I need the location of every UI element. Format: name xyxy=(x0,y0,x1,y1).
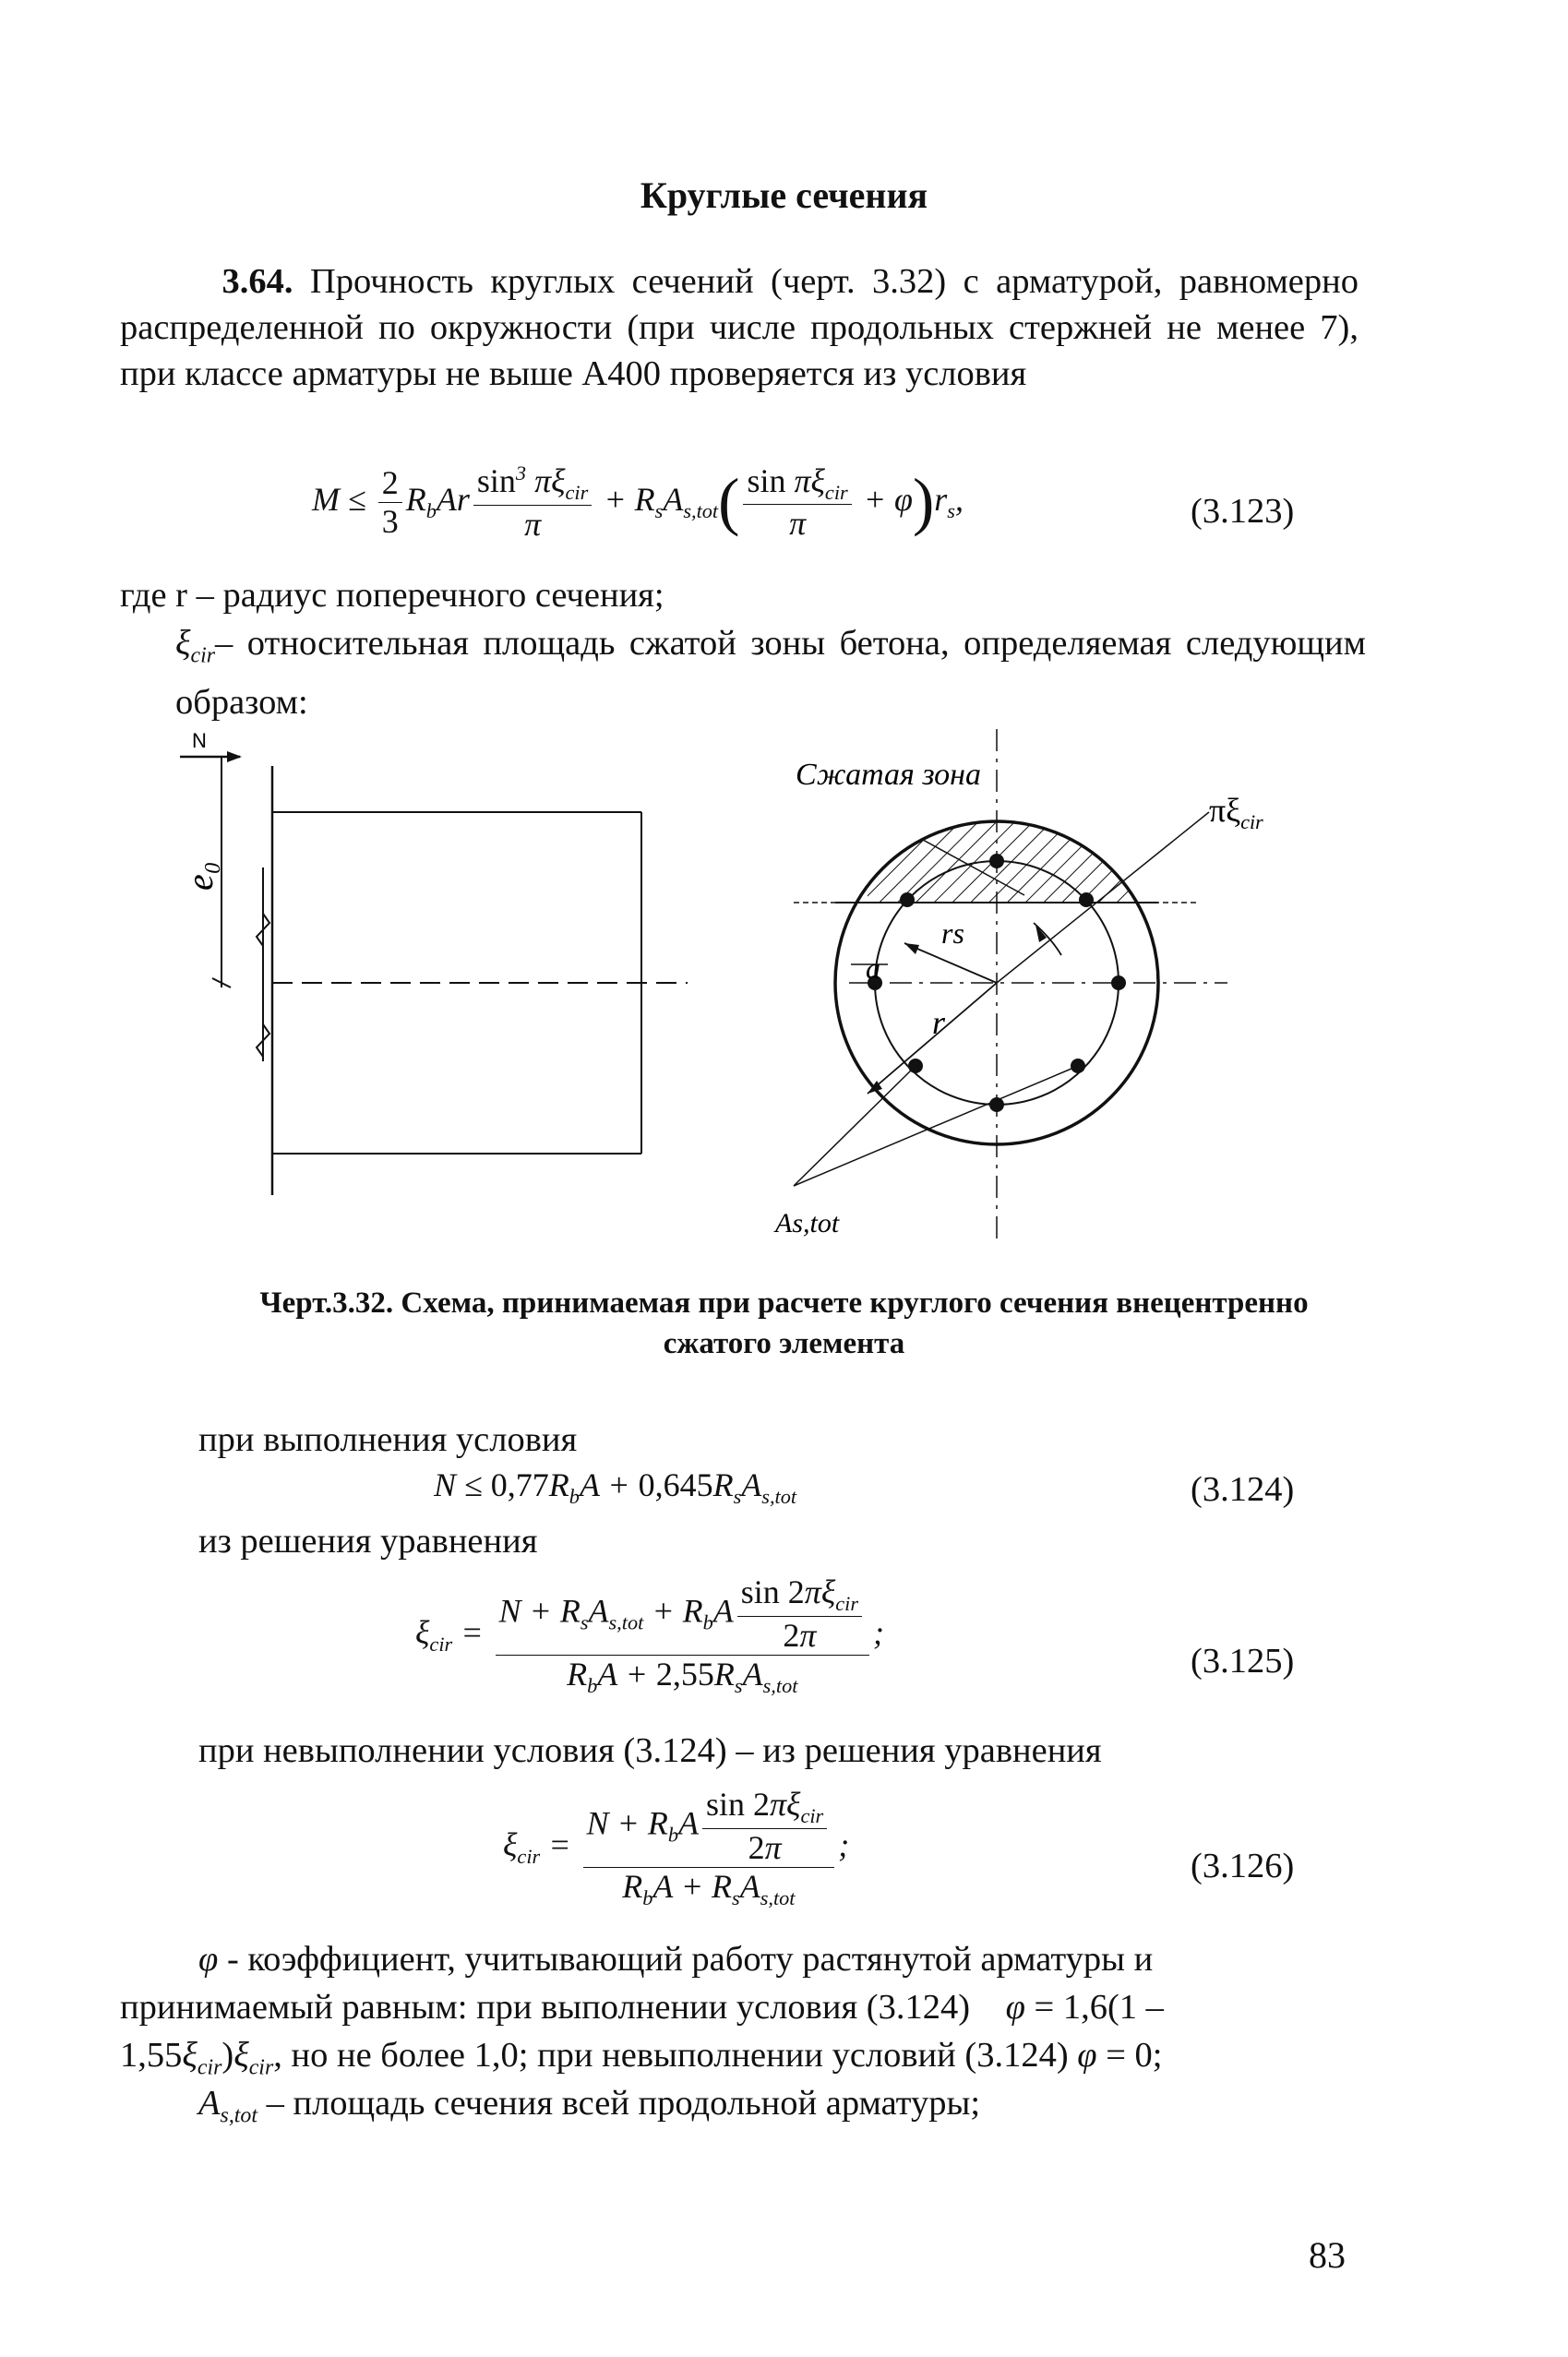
equation-3-123: M ≤ $\frac{2}{3}$ $R_bAr$ $\frac{\sin^3 \pi\xi_{cir}}{\pi}$ + $R_sA_{s,tot}$( $\frac{\sin \pi\xi_{cir}}{\pi}$ + $\varphi)r_s$, xyxy=(312,461,964,543)
definition-xi: $\xi_{cir}-$ относительная площадь сжатой зоны бетона, определяемая следующим образом: xyxy=(175,624,1366,722)
label-rs: rs xyxy=(941,916,964,950)
label-pi-xi: $\pi\xi_{cir}$ xyxy=(1209,792,1263,833)
paragraph-number: 3.64. xyxy=(221,262,293,301)
label-compressed-zone: Сжатая зона xyxy=(796,758,982,792)
label-a: a xyxy=(866,951,880,985)
label-As-tot: As,tot xyxy=(775,1208,840,1238)
phi-line3: $1,55\xi_{cir})\xi_{cir}$, но не более 1,0; при невыполнении условий (3.124) φ = 0; xyxy=(120,2036,1163,2080)
page-number: 83 xyxy=(1309,2234,1346,2276)
paragraph-text: Прочность круглых сечений (черт. 3.32) с арматурой, равномерно распределенной по окружности (при числе продольных стержней не менее 7), при классе арматуры не выше А400 проверяется из условия xyxy=(120,262,1359,393)
figure-caption-line2: сжатого элемента xyxy=(663,1327,905,1360)
condition-intro: при выполнения условия xyxy=(198,1420,578,1459)
equation-3-126: $\xi_{cir}$ = $N + R_bA$ $\frac{\sin 2\pi\xi_{cir}}{2\pi}$ $R_bA + R_sA_{s,tot}$ ; xyxy=(503,1786,850,1910)
circular-section xyxy=(794,729,1227,1246)
equation-3-125: $\xi_{cir}$ = $N + R_sA_{s,tot} + R_bA$ $\frac{\sin 2\pi\xi_{cir}}{2\pi}$ $R_bA + 2,55R_sA_{s,tot}$ ; xyxy=(415,1573,885,1698)
phi-line2: принимаемый равным: при выполнении условия (3.124) φ = 1,6(1 – xyxy=(120,1988,1164,2027)
equation-number-3-126: (3.126) xyxy=(1191,1847,1295,1885)
definition-r: где r – радиус поперечного сечения; xyxy=(120,576,664,615)
label-N: N xyxy=(192,729,207,752)
label-r: r xyxy=(932,1004,946,1041)
phi-line1: φ - коэффициент, учитывающий работу растянутой арматуры и xyxy=(198,1940,1154,1979)
equation-number-3-124: (3.124) xyxy=(1191,1470,1295,1509)
equation-3-124: $N \le 0,77R_bA + 0,645R_sA_{s,tot}$ xyxy=(434,1466,797,1509)
equation-number-3-125: (3.125) xyxy=(1191,1642,1295,1681)
solve-intro: из решения уравнения xyxy=(198,1522,538,1561)
label-e0: e₀ xyxy=(179,861,221,891)
noncondition-intro: при невыполнении условия (3.124) – из решения уравнения xyxy=(198,1731,1102,1770)
equation-number-3-123: (3.123) xyxy=(1191,492,1295,531)
figure-caption-line1: Черт.3.32. Схема, принимаемая при расчете круглого сечения внецентренно xyxy=(259,1286,1309,1320)
figure-circular-section xyxy=(138,729,1338,1274)
as-tot-definition: $A_{s,tot}$ – площадь сечения всей продольной арматуры; xyxy=(198,2084,981,2128)
paragraph-3-64 xyxy=(120,258,1359,397)
element-elevation xyxy=(180,751,688,1195)
section-heading: Круглые сечения xyxy=(640,174,928,216)
